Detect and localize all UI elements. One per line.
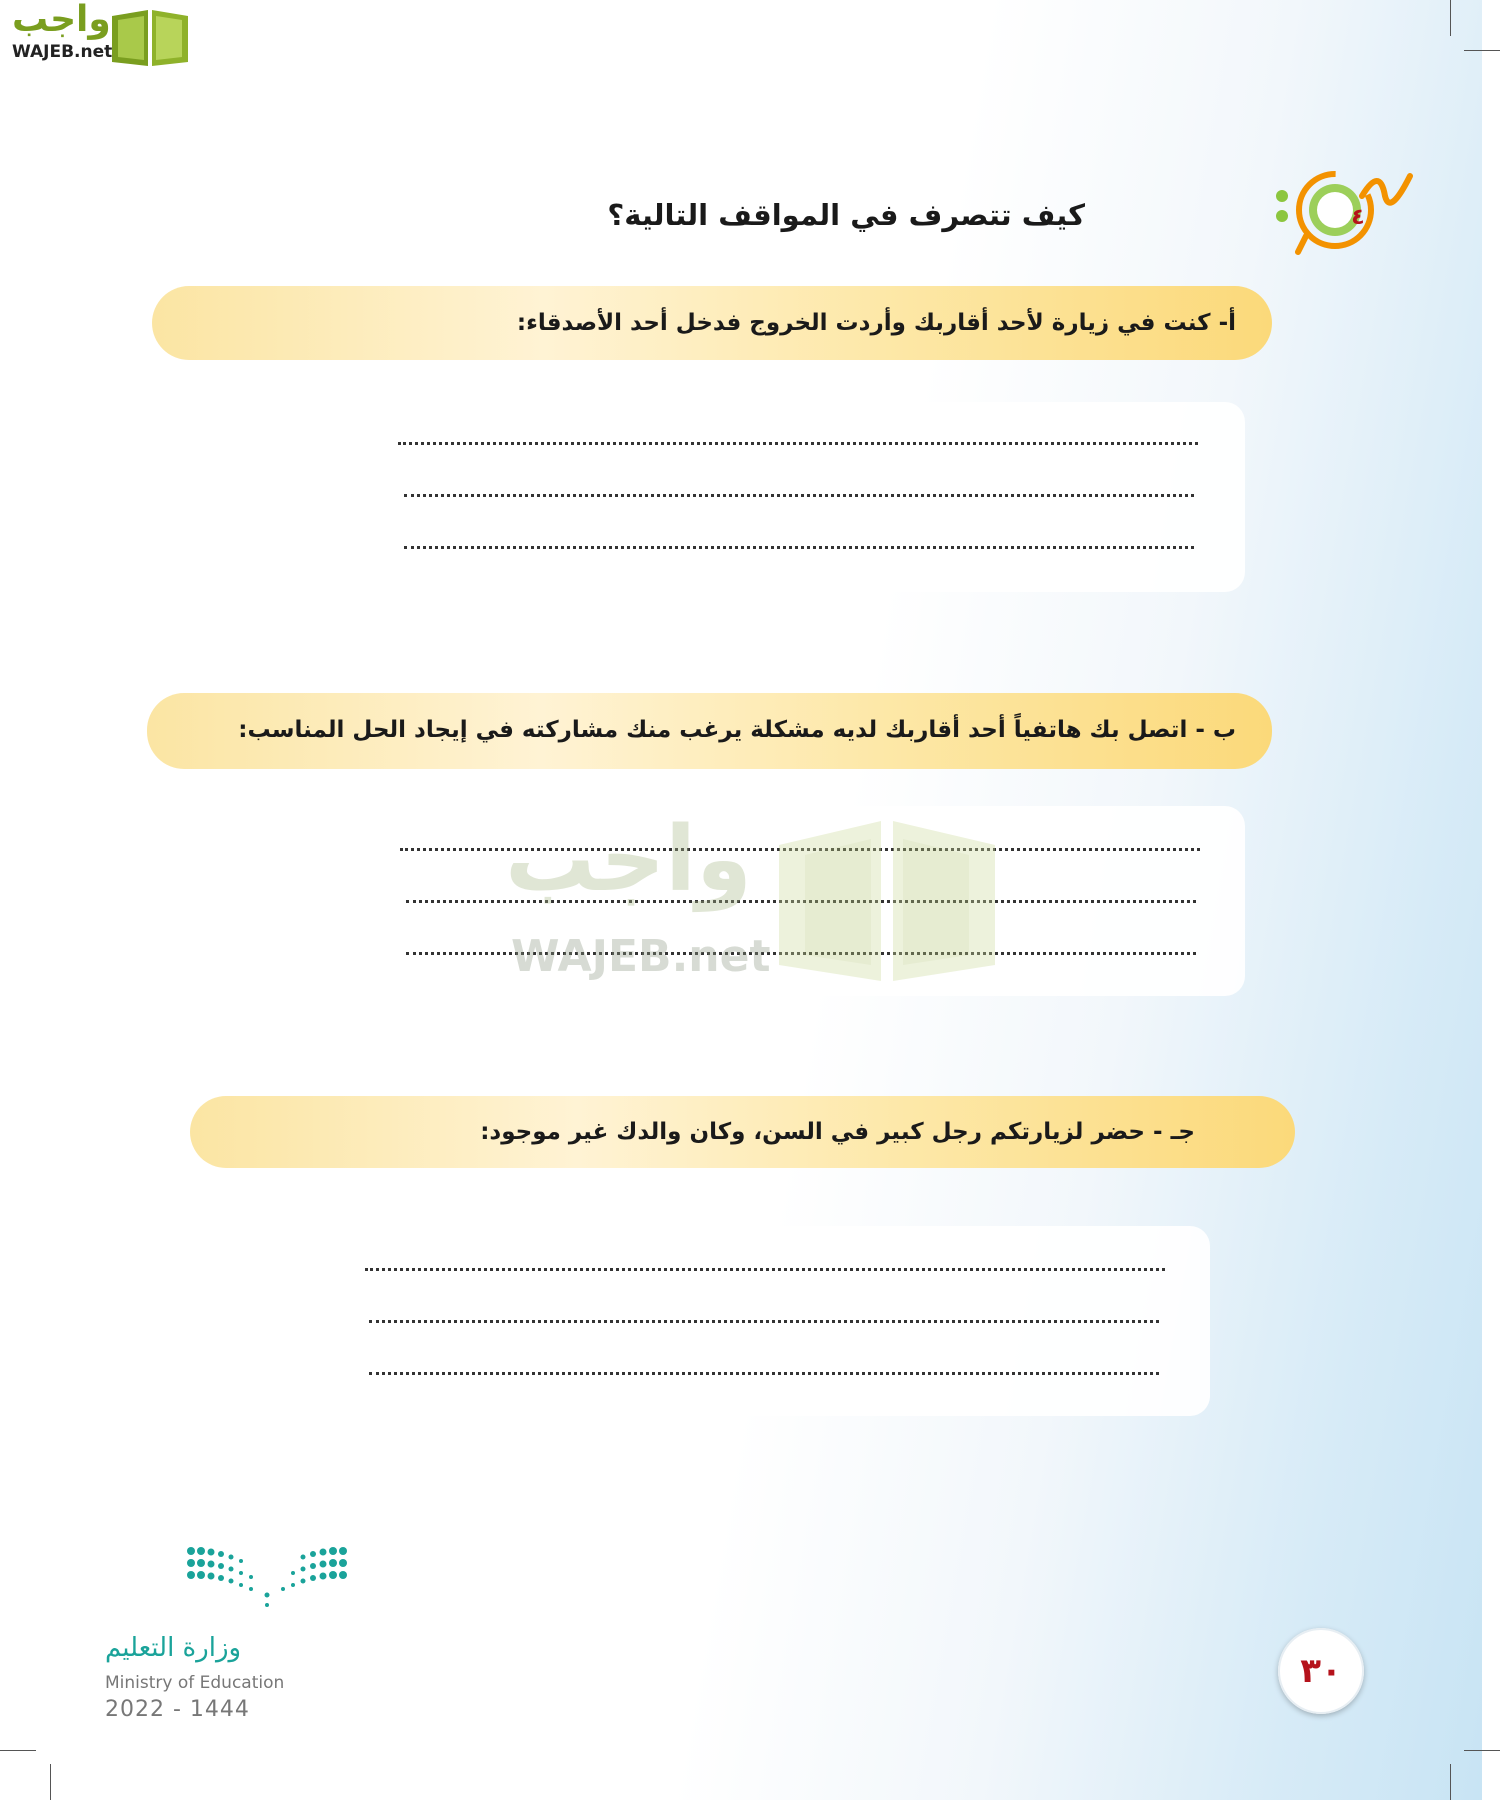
brand-name-arabic: واجب [12,0,111,40]
ministry-name-english: Ministry of Education [105,1673,285,1693]
brand-logo[interactable] [10,0,190,68]
crop-mark [1464,1750,1500,1751]
page-number: ٣٠ [1278,1628,1364,1714]
answer-line[interactable] [369,1320,1159,1323]
question-number: ٤ [1351,205,1365,230]
situation-c-text: جـ - حضر لزيارتكم رجل كبير في السن، وكان والدك غير موجود: [480,1119,1195,1145]
answer-box-a[interactable] [330,402,1245,592]
ministry-emblem [185,1545,365,1610]
situation-a-banner [152,286,1272,360]
crop-mark [0,1750,36,1751]
answer-box-c[interactable] [295,1226,1210,1416]
watermark-arabic: واجب [505,807,752,912]
book-icon [110,6,190,68]
situation-b-text: ب - اتصل بك هاتفياً أحد أقاربك لديه مشكلة يرغب منك مشاركته في إيجاد الحل المناسب: [238,717,1236,743]
situation-a-text: أ- كنت في زيارة لأحد أقاربك وأردت الخروج فدخل أحد الأصدقاء: [516,310,1236,336]
answer-line[interactable] [398,442,1198,445]
ministry-name-arabic: وزارة التعليم [105,1633,242,1663]
crop-mark [1464,50,1500,51]
ministry-year: 2022 - 1444 [105,1697,250,1722]
book-icon [775,815,1000,985]
brand-name-english: WAJEB.net [12,42,113,62]
answer-line[interactable] [404,546,1194,549]
answer-line[interactable] [369,1372,1159,1375]
watermark [505,807,1005,995]
situation-b-banner [147,693,1272,769]
question-header [607,190,1420,270]
crop-mark [50,1764,51,1800]
ministry-logo [100,1545,380,1725]
question-title: كيف تتصرف في المواقف التالية؟ [607,198,1085,232]
answer-line[interactable] [365,1268,1165,1271]
crop-mark [1450,1764,1451,1800]
watermark-english: WAJEB.net [511,931,771,982]
answer-line[interactable] [404,494,1194,497]
crop-mark [1450,0,1451,36]
situation-c-banner [190,1096,1295,1168]
